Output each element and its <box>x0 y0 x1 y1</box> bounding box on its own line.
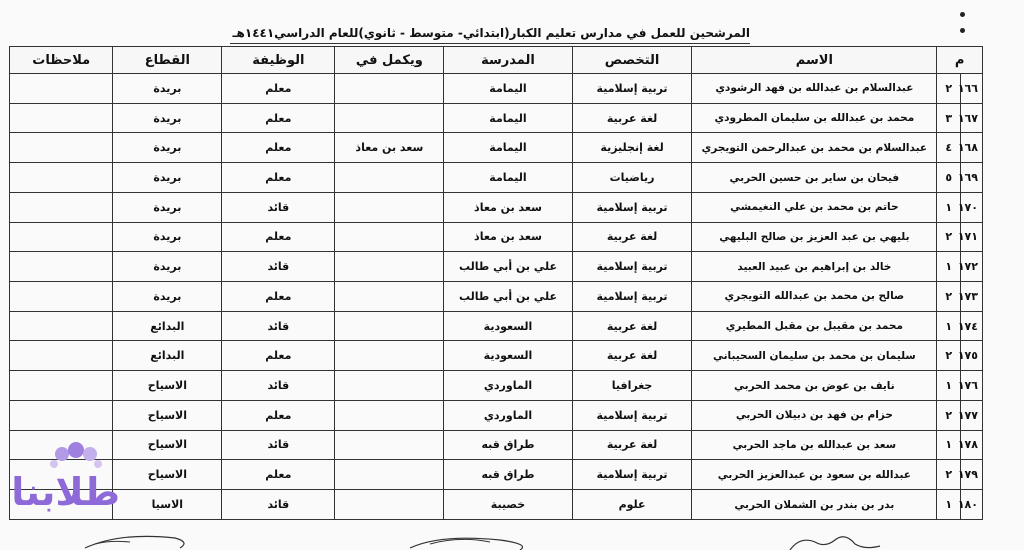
row-number-cell: ١٧٧ <box>961 400 983 430</box>
row-number-cell: ١٧٨ <box>961 430 983 460</box>
specialty-cell: تربية إسلامية <box>572 400 692 430</box>
name-cell: محمد بن عبدالله بن سليمان المطرودي <box>692 103 937 133</box>
job-cell: معلم <box>222 400 335 430</box>
candidates-table <box>9 46 983 520</box>
school-cell: السعودية <box>444 341 572 371</box>
table-header-row <box>10 47 983 74</box>
name-cell: بليهي بن عبد العزيز بن صالح البليهي <box>692 222 937 252</box>
specialty-cell: لغة عربية <box>572 341 692 371</box>
sector-cell: بريدة <box>113 103 222 133</box>
name-cell: نايف بن عوض بن محمد الحربي <box>692 371 937 401</box>
notes-cell <box>10 282 113 312</box>
job-cell: قائد <box>222 371 335 401</box>
row-number-cell: ١٦٧ <box>961 103 983 133</box>
row-number-cell: ١٧٣ <box>961 282 983 312</box>
specialty-cell: تربية إسلامية <box>572 282 692 312</box>
row-number-cell: ١٧٤ <box>961 311 983 341</box>
sector-cell: الاسياح <box>113 400 222 430</box>
table-row <box>10 163 983 193</box>
row-number-cell: ١٦٦ <box>961 74 983 104</box>
specialty-cell: تربية إسلامية <box>572 460 692 490</box>
specialty-cell: لغة عربية <box>572 430 692 460</box>
also-cell <box>335 341 444 371</box>
header-num: م <box>937 47 983 74</box>
job-cell: قائد <box>222 430 335 460</box>
specialty-cell: جغرافيا <box>572 371 692 401</box>
notes-cell <box>10 371 113 401</box>
row-index-cell: ٢ <box>937 341 961 371</box>
job-cell: قائد <box>222 252 335 282</box>
row-index-cell: ٥ <box>937 163 961 193</box>
name-cell: حاتم بن محمد بن علي النغيمشي <box>692 192 937 222</box>
school-cell: علي بن أبي طالب <box>444 252 572 282</box>
table-row <box>10 192 983 222</box>
header-specialty: التخصص <box>572 47 692 74</box>
notes-cell <box>10 400 113 430</box>
specialty-cell: لغة إنجليزية <box>572 133 692 163</box>
name-cell: صالح بن محمد بن عبدالله التويجري <box>692 282 937 312</box>
also-cell <box>335 490 444 520</box>
row-index-cell: ١ <box>937 311 961 341</box>
name-cell: عبدالسلام بن عبدالله بن فهد الرشودي <box>692 74 937 104</box>
row-number-cell: ١٨٠ <box>961 490 983 520</box>
row-index-cell: ٢ <box>937 460 961 490</box>
header-name: الاسم <box>692 47 937 74</box>
bullet-point <box>960 28 965 33</box>
header-job: الوظيفة <box>222 47 335 74</box>
school-cell: سعد بن معاذ <box>444 222 572 252</box>
also-cell <box>335 252 444 282</box>
row-index-cell: ٢ <box>937 222 961 252</box>
name-cell: عبدالسلام بن محمد بن عبدالرحمن التويجري <box>692 133 937 163</box>
notes-cell <box>10 103 113 133</box>
job-cell: معلم <box>222 74 335 104</box>
document-title: المرشحين للعمل في مدارس تعليم الكبار(ابتدائي- متوسط - ثانوي)للعام الدراسي١٤٤١هـ <box>232 26 750 40</box>
row-index-cell: ٣ <box>937 103 961 133</box>
school-cell: اليمامة <box>444 163 572 193</box>
row-number-cell: ١٧٦ <box>961 371 983 401</box>
job-cell: معلم <box>222 341 335 371</box>
table-row <box>10 371 983 401</box>
table-row <box>10 222 983 252</box>
bullet-point <box>960 12 965 17</box>
school-cell: علي بن أبي طالب <box>444 282 572 312</box>
row-index-cell: ١ <box>937 490 961 520</box>
header-notes: ملاحظات <box>10 47 113 74</box>
table-row <box>10 311 983 341</box>
sector-cell: بريدة <box>113 252 222 282</box>
notes-cell <box>10 252 113 282</box>
name-cell: عبدالله بن سعود بن عبدالعزيز الحربي <box>692 460 937 490</box>
job-cell: معلم <box>222 163 335 193</box>
row-number-cell: ١٧١ <box>961 222 983 252</box>
specialty-cell: علوم <box>572 490 692 520</box>
notes-cell <box>10 341 113 371</box>
notes-cell <box>10 311 113 341</box>
row-number-cell: ١٧٥ <box>961 341 983 371</box>
specialty-cell: تربية إسلامية <box>572 192 692 222</box>
row-number-cell: ١٦٩ <box>961 163 983 193</box>
also-cell <box>335 222 444 252</box>
sector-cell: الاسياح <box>113 430 222 460</box>
title-underline <box>230 43 750 44</box>
job-cell: معلم <box>222 103 335 133</box>
school-cell: طراق قبه <box>444 460 572 490</box>
specialty-cell: لغة عربية <box>572 103 692 133</box>
row-index-cell: ١ <box>937 252 961 282</box>
table-row <box>10 460 983 490</box>
watermark-logo <box>11 440 120 532</box>
notes-cell <box>10 222 113 252</box>
job-cell: قائد <box>222 311 335 341</box>
job-cell: معلم <box>222 460 335 490</box>
also-cell <box>335 74 444 104</box>
table-row <box>10 400 983 430</box>
specialty-cell: تربية إسلامية <box>572 74 692 104</box>
row-index-cell: ٤ <box>937 133 961 163</box>
table-row <box>10 252 983 282</box>
job-cell: معلم <box>222 222 335 252</box>
also-cell <box>335 400 444 430</box>
header-also: ويكمل في <box>335 47 444 74</box>
row-index-cell: ١ <box>937 430 961 460</box>
table-row <box>10 282 983 312</box>
row-number-cell: ١٦٨ <box>961 133 983 163</box>
sector-cell: بريدة <box>113 282 222 312</box>
also-cell <box>335 163 444 193</box>
name-cell: محمد بن مقيبل بن مقبل المطيري <box>692 311 937 341</box>
school-cell: السعودية <box>444 311 572 341</box>
also-cell <box>335 192 444 222</box>
sector-cell: البدائع <box>113 341 222 371</box>
table-row <box>10 430 983 460</box>
specialty-cell: رياضيات <box>572 163 692 193</box>
row-number-cell: ١٧٠ <box>961 192 983 222</box>
sector-cell: بريدة <box>113 74 222 104</box>
sector-cell: بريدة <box>113 163 222 193</box>
name-cell: بدر بن بندر بن الشملان الحربي <box>692 490 937 520</box>
table-row <box>10 490 983 520</box>
specialty-cell: تربية إسلامية <box>572 252 692 282</box>
sector-cell: الاسيا <box>113 490 222 520</box>
job-cell: معلم <box>222 282 335 312</box>
notes-cell <box>10 192 113 222</box>
name-cell: خالد بن إبراهيم بن عبيد العبيد <box>692 252 937 282</box>
table-row <box>10 133 983 163</box>
sector-cell: الاسياح <box>113 371 222 401</box>
table-row <box>10 74 983 104</box>
signature-marks <box>0 526 1024 550</box>
header-sector: القطاع <box>113 47 222 74</box>
school-cell: طراق قبه <box>444 430 572 460</box>
also-cell <box>335 460 444 490</box>
row-index-cell: ١ <box>937 371 961 401</box>
table-row <box>10 341 983 371</box>
name-cell: فيحان بن ساير بن حسين الحربي <box>692 163 937 193</box>
name-cell: سعد بن عبدالله بن ماجد الحربي <box>692 430 937 460</box>
sector-cell: بريدة <box>113 192 222 222</box>
sector-cell: الاسياح <box>113 460 222 490</box>
also-cell <box>335 311 444 341</box>
header-school: المدرسة <box>444 47 572 74</box>
row-index-cell: ٢ <box>937 400 961 430</box>
table-row <box>10 103 983 133</box>
job-cell: معلم <box>222 133 335 163</box>
school-cell: اليمامة <box>444 74 572 104</box>
also-cell <box>335 282 444 312</box>
row-index-cell: ٢ <box>937 74 961 104</box>
row-index-cell: ٢ <box>937 282 961 312</box>
specialty-cell: لغة عربية <box>572 311 692 341</box>
name-cell: سليمان بن محمد بن سليمان السحيباني <box>692 341 937 371</box>
notes-cell <box>10 74 113 104</box>
job-cell: قائد <box>222 490 335 520</box>
notes-cell <box>10 133 113 163</box>
row-number-cell: ١٧٢ <box>961 252 983 282</box>
sector-cell: بريدة <box>113 133 222 163</box>
school-cell: الماوردي <box>444 371 572 401</box>
watermark-text: طلابنا <box>11 470 120 514</box>
sector-cell: البدائع <box>113 311 222 341</box>
job-cell: قائد <box>222 192 335 222</box>
row-index-cell: ١ <box>937 192 961 222</box>
notes-cell <box>10 163 113 193</box>
school-cell: اليمامة <box>444 103 572 133</box>
specialty-cell: لغة عربية <box>572 222 692 252</box>
also-cell <box>335 103 444 133</box>
also-cell <box>335 371 444 401</box>
school-cell: الماوردي <box>444 400 572 430</box>
row-number-cell: ١٧٩ <box>961 460 983 490</box>
school-cell: اليمامة <box>444 133 572 163</box>
name-cell: حزام بن فهد بن دبيلان الحربي <box>692 400 937 430</box>
school-cell: خصيبة <box>444 490 572 520</box>
school-cell: سعد بن معاذ <box>444 192 572 222</box>
sector-cell: بريدة <box>113 222 222 252</box>
also-cell <box>335 430 444 460</box>
also-cell: سعد بن معاذ <box>335 133 444 163</box>
